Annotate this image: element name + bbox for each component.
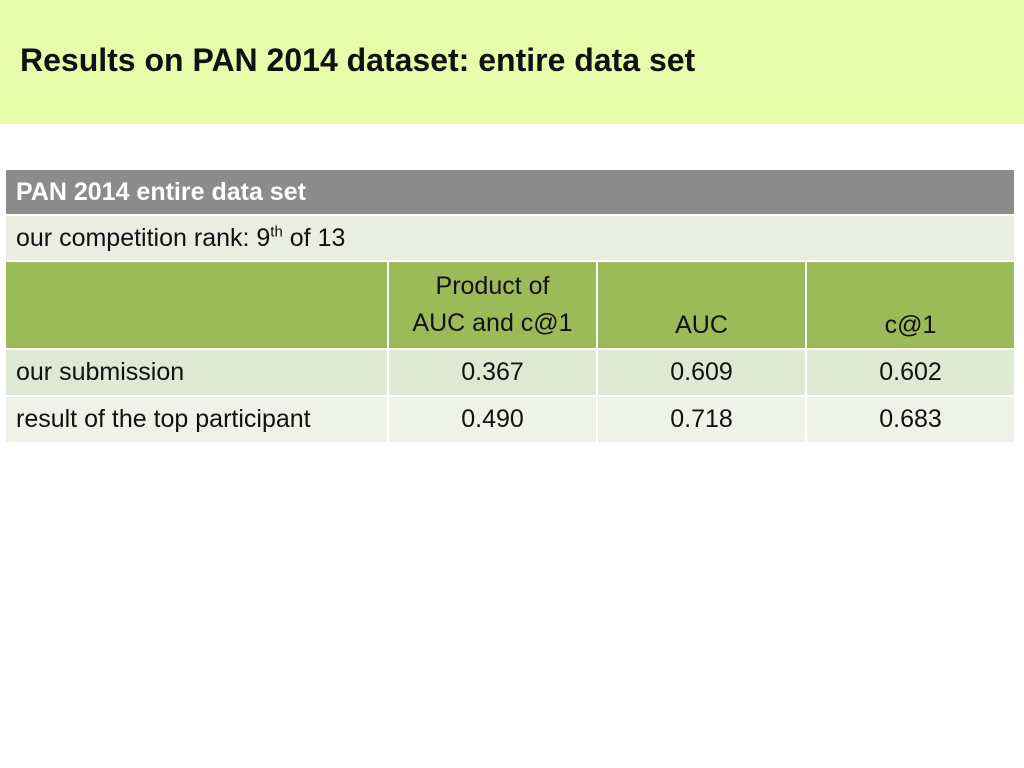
header-product-line2: AUC and c@1 (412, 309, 573, 337)
competition-rank (6, 215, 1014, 261)
cell-auc: 0.718 (597, 396, 806, 443)
rank-prefix: our competition rank: 9 (16, 223, 271, 252)
row-label: result of the top participant (6, 396, 388, 443)
table-header-row (6, 261, 1014, 349)
cell-c1: 0.683 (806, 396, 1014, 443)
table-row-our-submission (6, 349, 1014, 396)
cell-product: 0.490 (388, 396, 597, 443)
competition-rank-row (6, 215, 1014, 261)
header-product-line1: Product of (435, 272, 550, 300)
header-auc: AUC (597, 261, 806, 349)
header-empty-cell (6, 261, 388, 349)
header-c1: c@1 (806, 261, 1014, 349)
header-product (388, 261, 597, 349)
rank-suffix: of 13 (282, 223, 346, 252)
slide-title: Results on PAN 2014 dataset: entire data set (20, 42, 696, 78)
rank-ordinal: th (270, 223, 283, 241)
table-caption-row (6, 170, 1014, 215)
cell-product: 0.367 (388, 349, 597, 396)
cell-auc: 0.609 (597, 349, 806, 396)
results-table (6, 170, 1014, 444)
table-row-top-participant (6, 396, 1014, 443)
cell-c1: 0.602 (806, 349, 1014, 396)
table-caption: PAN 2014 entire data set (6, 170, 1014, 215)
title-band (0, 0, 1024, 124)
row-label: our submission (6, 349, 388, 396)
